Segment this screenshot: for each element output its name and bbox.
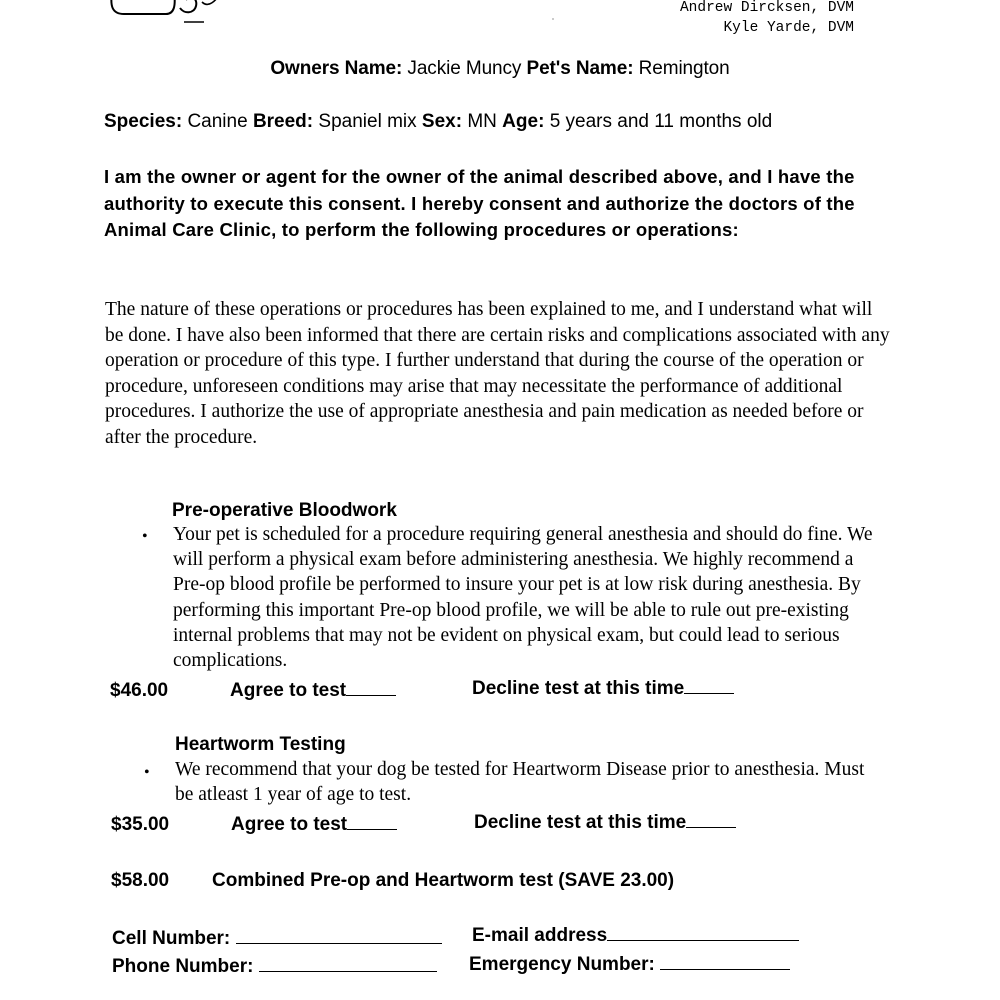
bloodwork-decline-blank[interactable] xyxy=(684,692,734,694)
age-value: 5 years and 11 months old xyxy=(549,111,773,132)
bloodwork-agree-blank[interactable] xyxy=(346,694,396,696)
bloodwork-decline-label: Decline test at this time xyxy=(472,678,685,699)
patient-details-line xyxy=(104,111,772,133)
heartworm-price: $35.00 xyxy=(111,814,170,835)
scan-speck xyxy=(552,18,554,20)
email-label: E-mail address xyxy=(472,925,608,946)
heartworm-agree-option[interactable] xyxy=(231,814,397,836)
heartworm-title: Heartworm Testing xyxy=(175,734,346,755)
emergency-number-label: Emergency Number: xyxy=(469,954,655,975)
combined-price: $58.00 xyxy=(111,870,170,891)
bloodwork-price-row xyxy=(110,680,168,702)
doctor-name: Andrew Dircksen, DVM xyxy=(679,0,854,16)
breed-label: Breed: xyxy=(252,111,314,132)
heartworm-decline-blank[interactable] xyxy=(686,826,736,828)
owner-name-label: Owners Name: xyxy=(270,58,403,79)
bloodwork-agree-option[interactable] xyxy=(230,680,396,702)
cell-number-blank[interactable] xyxy=(236,942,442,944)
nature-paragraph: The nature of these operations or procedures has been explained to me, and I understand what will be done. I have also been informed that there are certain risks and complications associated with any operation or procedure of this type. I further understand that during the course of the operation or procedure, unforeseen conditions may arise that may necessitate the performance of additional procedures. I authorize the use of appropriate anesthesia and pain medication as needed before or after the procedure. xyxy=(105,299,890,448)
cell-number-label: Cell Number: xyxy=(112,928,231,949)
doctor-name: Kyle Yarde, DVM xyxy=(723,20,854,36)
email-field[interactable] xyxy=(472,925,799,947)
breed-value: Spaniel mix xyxy=(318,111,417,132)
emergency-number-field[interactable] xyxy=(469,954,790,976)
phone-number-field[interactable] xyxy=(112,956,437,978)
phone-number-label: Phone Number: xyxy=(112,956,254,977)
owner-name-value: Jackie Muncy xyxy=(407,58,522,79)
heartworm-agree-label: Agree to test xyxy=(231,814,348,835)
heartworm-price-row xyxy=(111,814,169,836)
species-label: Species: xyxy=(104,111,183,132)
age-label: Age: xyxy=(502,111,545,132)
bloodwork-price: $46.00 xyxy=(110,680,169,701)
bloodwork-decline-option[interactable] xyxy=(472,678,734,700)
cell-number-field[interactable] xyxy=(112,928,442,950)
phone-number-blank[interactable] xyxy=(259,970,437,972)
consent-statement: I am the owner or agent for the owner of the animal described above, and I have the authority to execute this consent. I hereby consent and authorize the doctors of the Animal Care Clinic, to perform the following procedures or operations: xyxy=(104,166,855,240)
pet-name-value: Remington xyxy=(638,58,730,79)
heartworm-decline-label: Decline test at this time xyxy=(474,812,687,833)
bloodwork-agree-label: Agree to test xyxy=(230,680,347,701)
sex-label: Sex: xyxy=(421,111,463,132)
species-value: Canine xyxy=(187,111,248,132)
doctors-list xyxy=(680,0,854,38)
bullet-icon: • xyxy=(142,528,148,545)
pet-name-label: Pet's Name: xyxy=(526,58,634,79)
owner-pet-line xyxy=(0,58,1000,80)
heartworm-decline-option[interactable] xyxy=(474,812,736,834)
heartworm-agree-blank[interactable] xyxy=(347,828,397,830)
emergency-number-blank[interactable] xyxy=(660,968,790,970)
email-blank[interactable] xyxy=(607,939,799,941)
clinic-logo-icon xyxy=(104,0,234,28)
bloodwork-title: Pre-operative Bloodwork xyxy=(172,500,397,521)
combined-offer-text: Combined Pre-op and Heartworm test (SAVE 23.00) xyxy=(212,870,675,891)
bloodwork-description: Your pet is scheduled for a procedure requiring general anesthesia and should do fine. We will perform a physical exam before administering anesthesia. We highly recommend a Pre-op blood profile be performed to insure your pet is at low risk during anesthesia. By performing this important Pre-op blood profile, we will be able to rule out pre-existing internal problems that may not be evident on physical exam, but could lead to serious complications. xyxy=(173,524,873,672)
bullet-icon: • xyxy=(144,764,150,781)
heartworm-description: We recommend that your dog be tested for Heartworm Disease prior to anesthesia. Must be atleast 1 year of age to test. xyxy=(175,759,865,806)
sex-value: MN xyxy=(467,111,497,132)
